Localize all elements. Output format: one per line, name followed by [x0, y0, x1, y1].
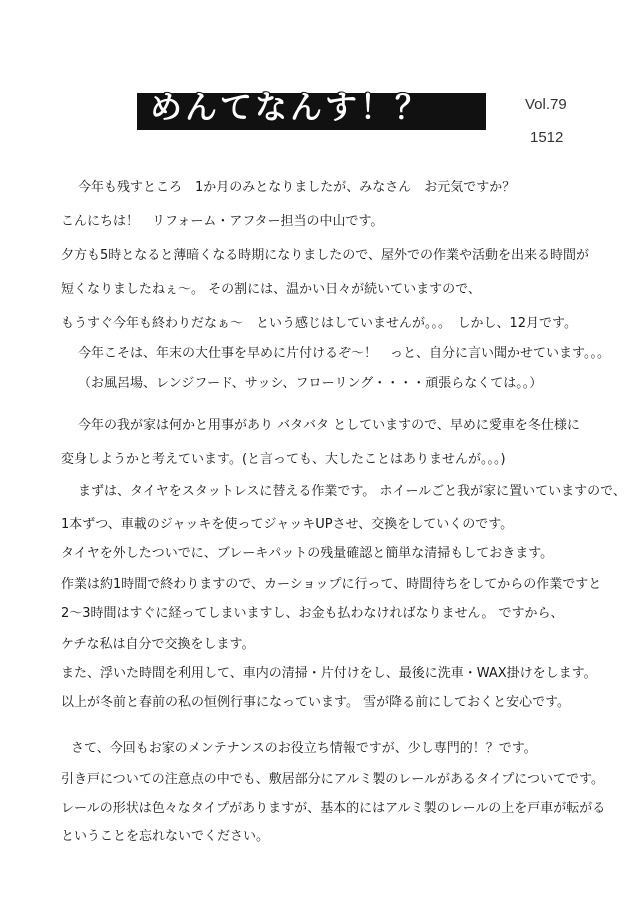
body-line: もうすぐ今年も終わりだなぁ～ という感じはしていませんが。。。 しかし、12月です。 — [61, 316, 578, 331]
body-line: 2～3時間はすぐに経ってしまいますし、お金も払わなければなりません。 ですから、 — [61, 606, 564, 621]
body-line: ケチな私は自分で交換をします。 — [61, 637, 255, 652]
body-line: 以上が冬前と春前の私の恒例行事になっています。 雪が降る前にしておくと安心です。 — [61, 695, 571, 710]
body-line: 変身しようかと考えています。(と言っても、大したことはありませんが。。。) — [61, 452, 506, 467]
volume-number: Vol.79 — [525, 96, 567, 113]
body-line: タイヤを外したついでに、ブレーキパットの残量確認と簡単な清掃もしておきます。 — [61, 546, 554, 561]
body-line: 作業は約1時間で終わりますので、カーショップに行って、時間待ちをしてからの作業ですと — [61, 577, 602, 592]
body-line: 引き戸についての注意点の中でも、敷居部分にアルミ製のレールがあるタイプについてです。 — [61, 772, 605, 787]
body-line: こんにちは！ リフォーム・アフター担当の中山です。 — [61, 214, 384, 229]
body-line: 1本ずつ、車載のジャッキを使ってジャッキUPさせ、交換をしていくのです。 — [61, 517, 514, 532]
body-line: 夕方も5時となると薄暗くなる時期になりましたので、屋外での作業や活動を出来る時間が — [61, 248, 590, 263]
body-line: また、浮いた時間を利用して、車内の清掃・片付けをし、最後に洗車・WAX掛けをします。 — [61, 666, 597, 681]
body-line: レールの形状は色々なタイプがありますが、基本的にはアルミ製のレールの上を戸車が転がる — [61, 801, 606, 816]
newsletter-title: めんてなんす！？ — [150, 88, 431, 126]
body-line: 短くなりましたねぇ～。 その割には、温かい日々が続いていますので、 — [61, 282, 481, 297]
issue-number: 1512 — [530, 129, 564, 146]
body-line: ということを忘れないでください。 — [61, 829, 270, 844]
body-line: 今年の我が家は何かと用事があり バタバタ としていますので、早めに愛車を冬仕様に — [78, 418, 580, 433]
body-line: （お風呂場、レンジフード、サッシ、フローリング・・・・頑張らなくては。。） — [78, 376, 543, 391]
body-line: 今年も残すところ 1か月のみとなりましたが、みなさん お元気ですか？ — [78, 180, 516, 195]
body-line: 今年こそは、年末の大仕事を早めに片付けるぞ～！ っと、自分に言い聞かせています。。。 — [78, 346, 610, 361]
body-line: まずは、タイヤをスタットレスに替える作業です。 ホイールごと我が家に置いていますので、 — [78, 484, 626, 499]
body-line: さて、今回もお家のメンテナンスのお役立ち情報ですが、少し専門的！？です。 — [71, 741, 537, 756]
